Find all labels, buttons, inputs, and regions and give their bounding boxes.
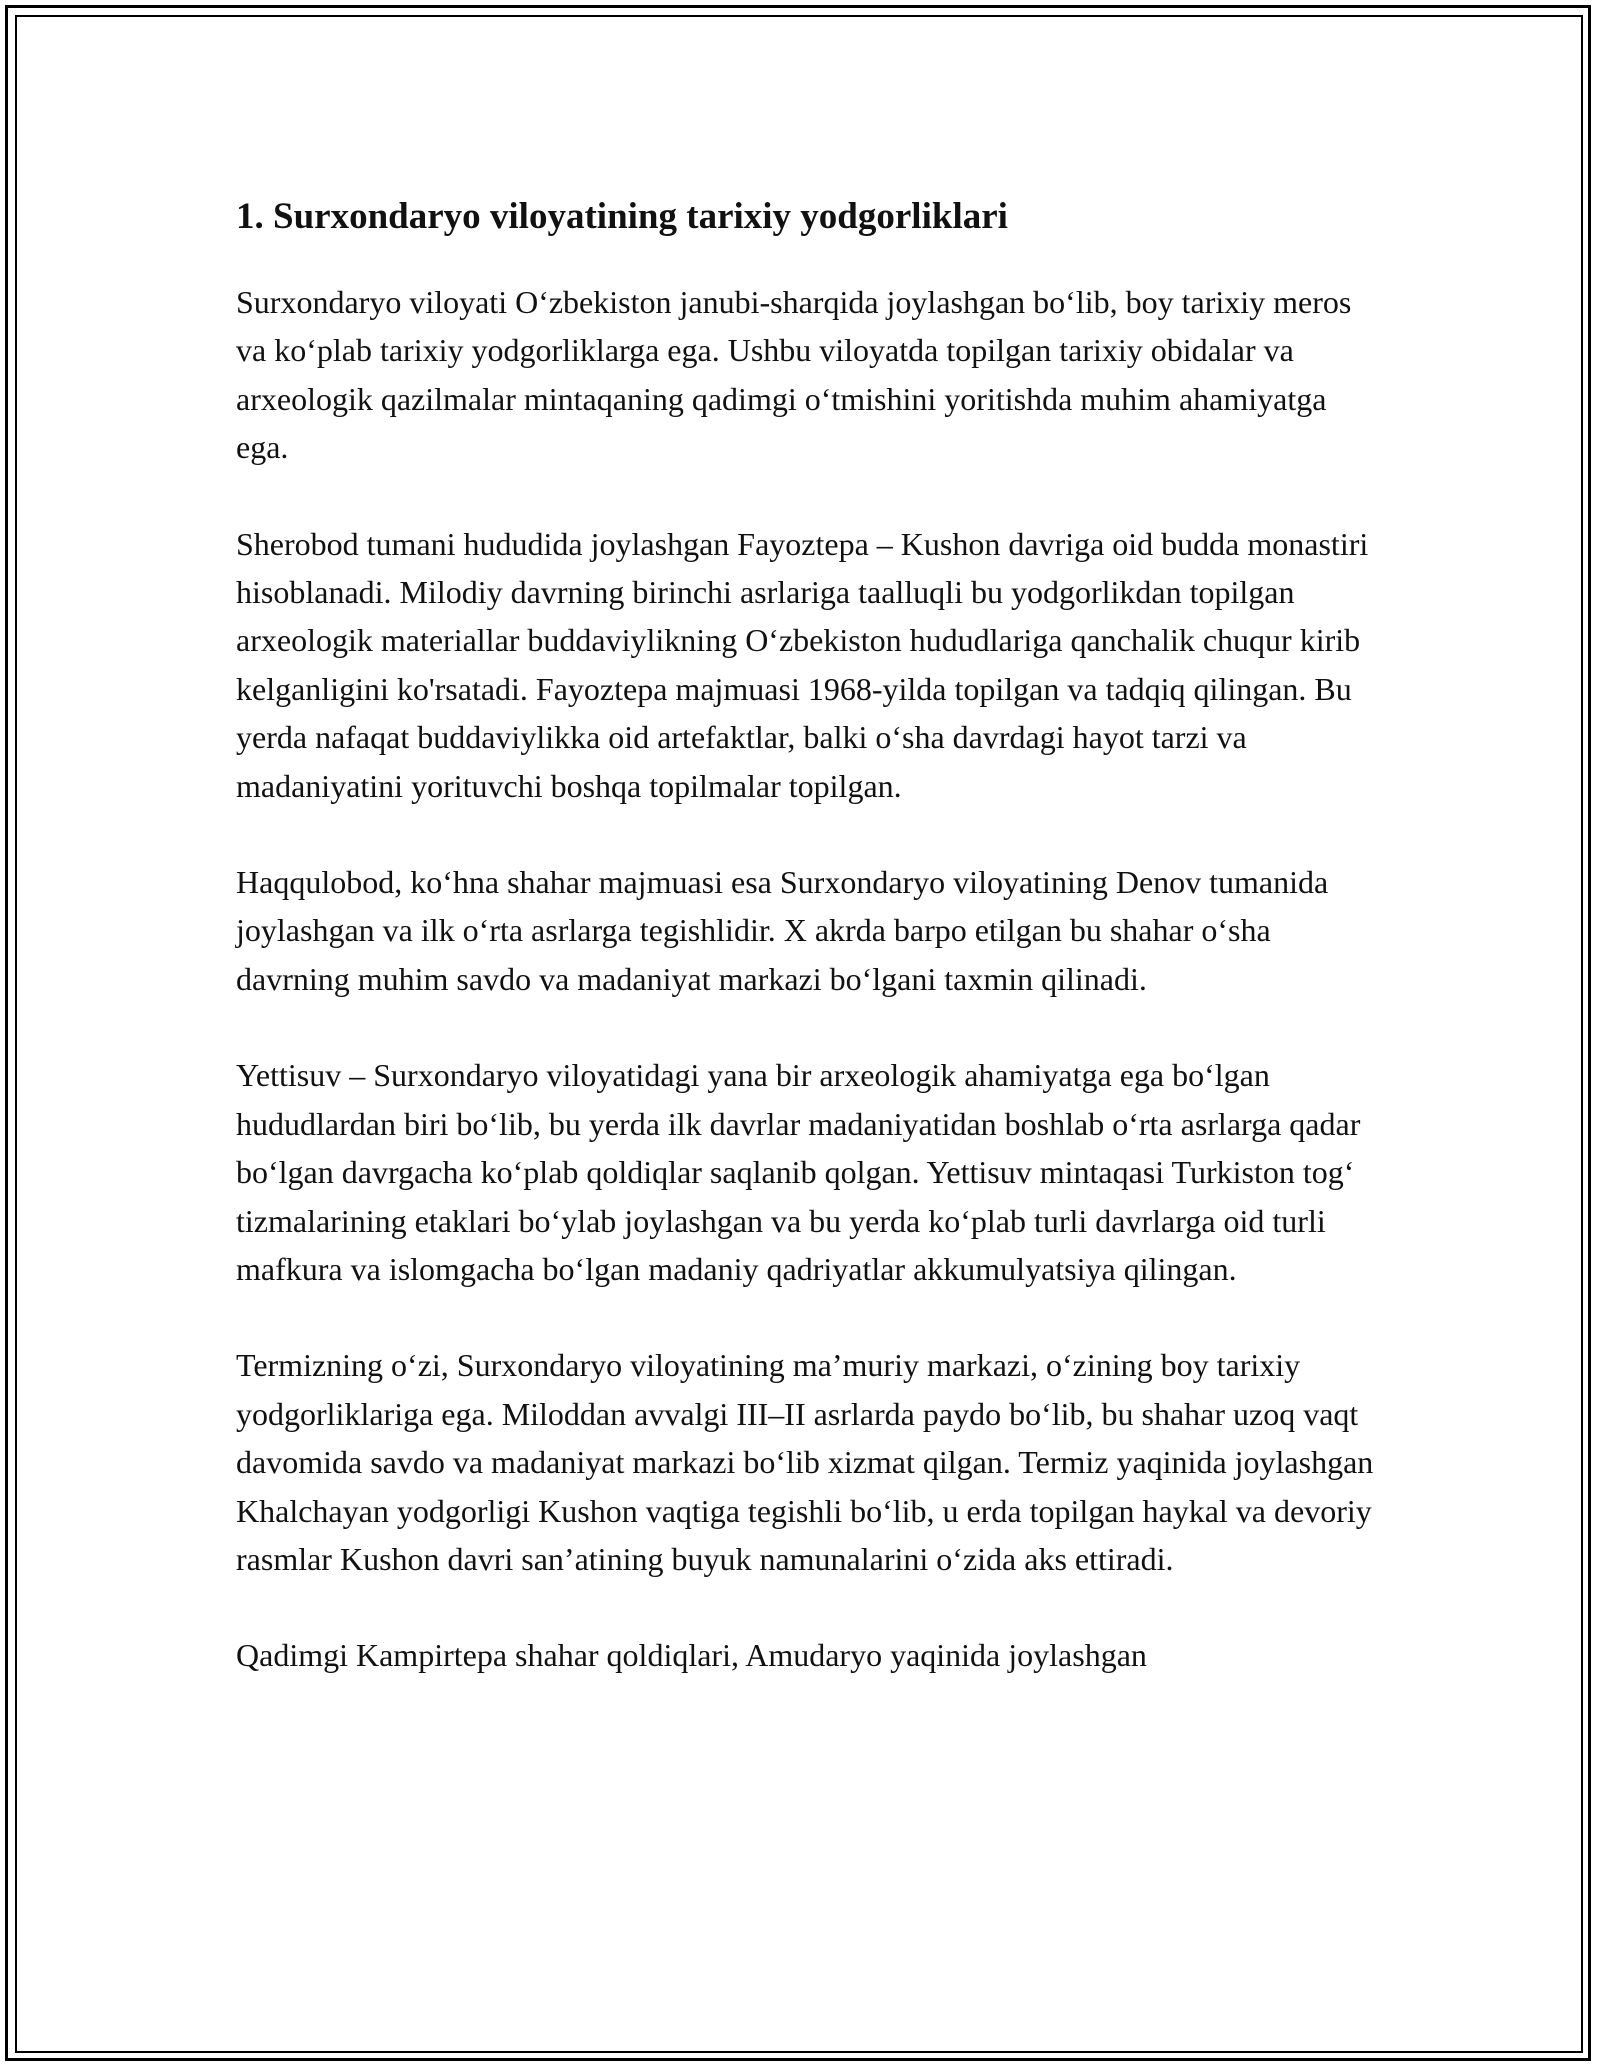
paragraph-haqqulobod: Haqqulobod, ko‘hna shahar majmuasi esa Surxondaryo viloyatining Denov tumanida joylashgan va ilk o‘rta asrlarga tegishlidir. X akrda barpo etilgan bu shahar o‘sha davrning muhim savdo va madaniyat markazi bo‘lgani taxmin qilinadi. <box>236 864 1329 997</box>
paragraph-kampirtepa: Qadimgi Kampirtepa shahar qoldiqlari, Amudaryo yaqinida joylashgan <box>236 1637 1147 1674</box>
paragraph-yettisuv: Yettisuv – Surxondaryo viloyatidagi yana bir arxeologik ahamiyatga ega bo‘lgan hududlardan biri bo‘lib, bu yerda ilk davrlar madaniyatidan boshlab o‘rta asrlarga qadar bo‘lgan davrgacha ko‘plab qoldiqlar saqlanib qolgan. Yettisuv mintaqasi Turkiston tog‘ tizmalarining etaklari bo‘ylab joylashgan va bu yerda ko‘plab turli davrlarga oid turli mafkura va islomgacha bo‘lgan madaniy qadriyatlar akkumulyatsiya qilingan. <box>236 1057 1361 1287</box>
document-body <box>236 184 1376 1728</box>
section-heading: 1. Surxondaryo viloyatining tarixiy yodgorliklari <box>236 196 1008 237</box>
paragraph-intro: Surxondaryo viloyati O‘zbekiston janubi-sharqida joylashgan bo‘lib, boy tarixiy meros va ko‘plab tarixiy yodgorliklarga ega. Ushbu viloyatda topilgan tarixiy obidalar va arxeologik qazilmalar mintaqaning qadimgi o‘tmishini yoritishda muhim ahamiyatga ega. <box>236 284 1352 466</box>
paragraph-fayoztepa: Sherobod tumani hududida joylashgan Fayoztepa – Kushon davriga oid budda monastiri hisoblanadi. Milodiy davrning birinchi asrlariga taalluqli bu yodgorlikdan topilgan arxeologik materiallar buddaviylikning O‘zbekiston hududlariga qanchalik chuqur kirib kelganligini ko'rsatadi. Fayoztepa majmuasi 1968-yilda topilgan va tadqiq qilingan. Bu yerda nafaqat buddaviylikka oid artefaktlar, balki o‘sha davrdagi hayot tarzi va madaniyatini yorituvchi boshqa topilmalar topilgan. <box>236 525 1369 804</box>
paragraph-termiz: Termizning o‘zi, Surxondaryo viloyatining ma’muriy markazi, o‘zining boy tarixiy yodgorliklariga ega. Miloddan avvalgi III–II asrlarda paydo bo‘lib, bu shahar uzoq vaqt davomida savdo va madaniyat markazi bo‘lib xizmat qilgan. Termiz yaqinida joylashgan Khalchayan yodgorligi Kushon vaqtiga tegishli bo‘lib, u erda topilgan haykal va devoriy rasmlar Kushon davri san’atining buyuk namunalarini o‘zida aks ettiradi. <box>236 1347 1374 1577</box>
